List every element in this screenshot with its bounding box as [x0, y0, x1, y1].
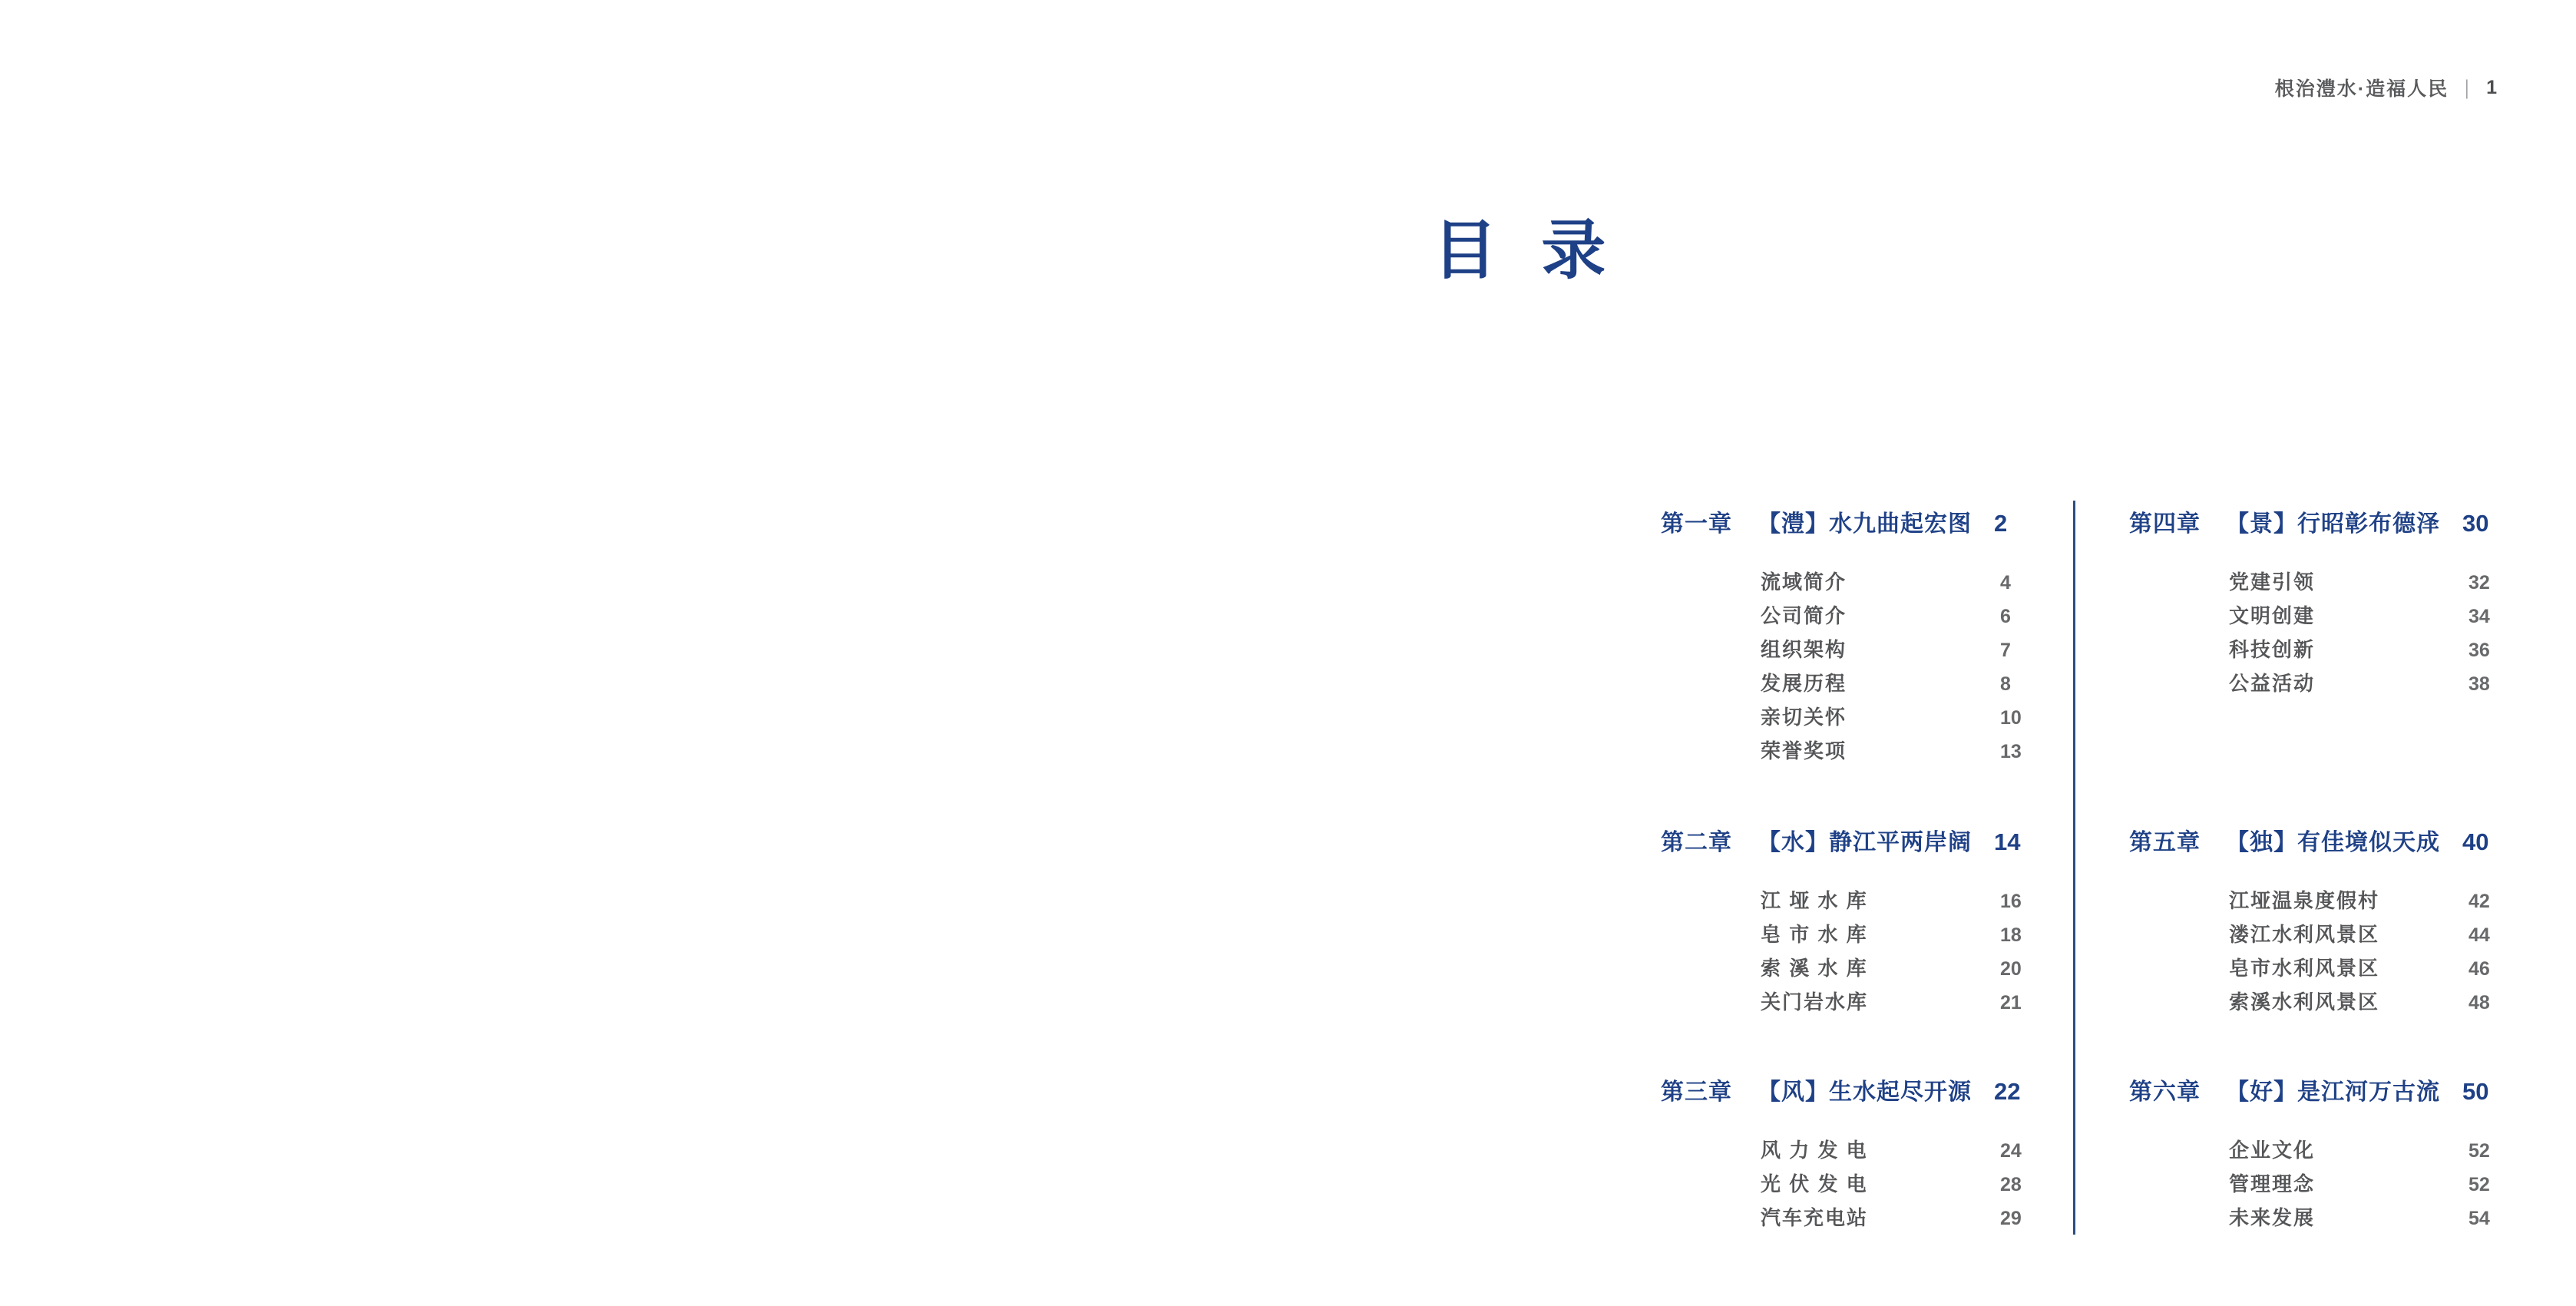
toc-item [2229, 633, 2507, 667]
toc-item [1761, 1134, 2039, 1168]
header-separator: | [2465, 75, 2470, 99]
toc-item [2229, 1168, 2507, 1202]
item-page-number: 42 [2469, 891, 2490, 912]
toc-item [2229, 1202, 2507, 1235]
running-header [2275, 74, 2497, 101]
item-label: 皂市水利风景区 [2229, 957, 2380, 980]
toc-item [1761, 566, 2039, 600]
item-label: 文明创建 [2229, 604, 2316, 627]
toc-item [1761, 884, 2039, 918]
toc-items [1661, 566, 2039, 769]
chapter-page-number: 40 [2462, 828, 2489, 855]
item-label: 江垭温泉度假村 [2229, 889, 2380, 912]
item-label: 亲切关怀 [1761, 706, 1847, 729]
item-page-number: 8 [2000, 673, 2011, 695]
item-page-number: 38 [2469, 673, 2490, 695]
toc-item [1761, 986, 2039, 1020]
toc-item [1761, 1168, 2039, 1202]
item-label: 未来发展 [2229, 1206, 2316, 1229]
item-page-number: 44 [2469, 924, 2490, 946]
toc-column-right [2129, 507, 2507, 1244]
item-label: 索溪水利风景区 [2229, 990, 2380, 1013]
item-label: 光 伏 发 电 [1761, 1172, 1868, 1195]
toc-item [1761, 735, 2039, 769]
header-page-number: 1 [2486, 76, 2497, 98]
item-page-number: 48 [2469, 992, 2490, 1013]
toc-section-chapter-1 [1661, 507, 2039, 769]
item-page-number: 4 [2000, 572, 2011, 593]
item-label: 管理理念 [2229, 1172, 2316, 1195]
item-page-number: 24 [2000, 1140, 2022, 1162]
item-label: 公司简介 [1761, 604, 1847, 627]
item-page-number: 16 [2000, 891, 2022, 912]
chapter-label: 第一章 [1661, 511, 1732, 537]
item-label: 风 力 发 电 [1761, 1139, 1868, 1162]
chapter-page-number: 22 [1994, 1078, 2021, 1105]
item-label: 关门岩水库 [1761, 990, 1869, 1013]
column-divider [2073, 501, 2075, 1235]
item-label: 组织架构 [1761, 638, 1847, 661]
toc-items [1661, 1134, 2039, 1235]
header-slogan: 根治澧水·造福人民 [2274, 78, 2449, 100]
section-heading [1661, 1075, 2039, 1109]
chapter-title: 【好】是江河万古流 [2226, 1080, 2440, 1105]
chapter-title: 【风】生水起尽开源 [1758, 1080, 1972, 1105]
toc-items [2129, 566, 2507, 701]
item-label: 企业文化 [2229, 1139, 2316, 1162]
toc-item [2229, 884, 2507, 918]
item-page-number: 18 [2000, 924, 2022, 946]
item-label: 索 溪 水 库 [1761, 957, 1868, 980]
chapter-label: 第五章 [2129, 830, 2201, 855]
toc-section-chapter-4 [2129, 507, 2507, 701]
toc-item [2229, 600, 2507, 633]
toc-item [2229, 667, 2507, 701]
item-page-number: 32 [2469, 572, 2490, 593]
toc-section-chapter-5 [2129, 825, 2507, 1020]
chapter-label: 第三章 [1661, 1080, 1732, 1105]
toc-item [1761, 600, 2039, 633]
section-heading [2129, 1075, 2507, 1109]
toc-item [2229, 1134, 2507, 1168]
section-heading [2129, 825, 2507, 860]
section-heading [2129, 507, 2507, 541]
item-label: 流域简介 [1761, 570, 1847, 593]
toc-section-chapter-2 [1661, 825, 2039, 1020]
item-label: 公益活动 [2229, 672, 2316, 695]
toc-items [2129, 1134, 2507, 1235]
item-label: 江 垭 水 库 [1761, 889, 1868, 912]
chapter-label: 第六章 [2129, 1080, 2201, 1105]
item-label: 党建引领 [2229, 570, 2316, 593]
page-title: 目 录 [1433, 214, 1606, 287]
chapter-title: 【景】行昭彰布德泽 [2226, 511, 2440, 537]
item-page-number: 46 [2469, 958, 2490, 980]
item-page-number: 52 [2469, 1174, 2490, 1195]
toc-item [2229, 566, 2507, 600]
toc-item [2229, 986, 2507, 1020]
item-page-number: 13 [2000, 741, 2022, 762]
item-page-number: 6 [2000, 606, 2011, 627]
item-label: 科技创新 [2229, 638, 2316, 661]
item-page-number: 28 [2000, 1174, 2022, 1195]
toc-column-left [1661, 507, 2039, 1244]
item-page-number: 29 [2000, 1208, 2022, 1229]
toc-section-chapter-3 [1661, 1075, 2039, 1235]
chapter-label: 第四章 [2129, 511, 2201, 537]
toc-item [1761, 1202, 2039, 1235]
item-page-number: 20 [2000, 958, 2022, 980]
chapter-title: 【澧】水九曲起宏图 [1758, 511, 1972, 537]
chapter-title: 【水】静江平两岸阔 [1758, 830, 1972, 855]
toc-item [1761, 918, 2039, 952]
item-page-number: 54 [2469, 1208, 2490, 1229]
item-page-number: 10 [2000, 707, 2022, 729]
item-page-number: 21 [2000, 992, 2022, 1013]
item-label: 皂 市 水 库 [1761, 923, 1868, 946]
item-label: 溇江水利风景区 [2229, 923, 2380, 946]
chapter-page-number: 50 [2462, 1078, 2489, 1105]
item-page-number: 36 [2469, 640, 2490, 661]
toc-items [1661, 884, 2039, 1020]
item-label: 汽车充电站 [1761, 1206, 1869, 1229]
toc-items [2129, 884, 2507, 1020]
item-page-number: 34 [2469, 606, 2490, 627]
chapter-page-number: 2 [1994, 510, 2008, 537]
toc [1661, 507, 2507, 1244]
toc-item [1761, 701, 2039, 735]
toc-item [2229, 952, 2507, 986]
chapter-label: 第二章 [1661, 830, 1732, 855]
toc-item [1761, 667, 2039, 701]
chapter-page-number: 30 [2462, 510, 2489, 537]
toc-item [1761, 952, 2039, 986]
toc-section-chapter-6 [2129, 1075, 2507, 1235]
item-label: 荣誉奖项 [1761, 739, 1847, 762]
section-heading [1661, 507, 2039, 541]
chapter-page-number: 14 [1994, 828, 2021, 855]
item-page-number: 52 [2469, 1140, 2490, 1162]
chapter-title: 【独】有佳境似天成 [2226, 830, 2440, 855]
toc-item [1761, 633, 2039, 667]
item-page-number: 7 [2000, 640, 2011, 661]
toc-item [2229, 918, 2507, 952]
section-heading [1661, 825, 2039, 860]
item-label: 发展历程 [1761, 672, 1847, 695]
